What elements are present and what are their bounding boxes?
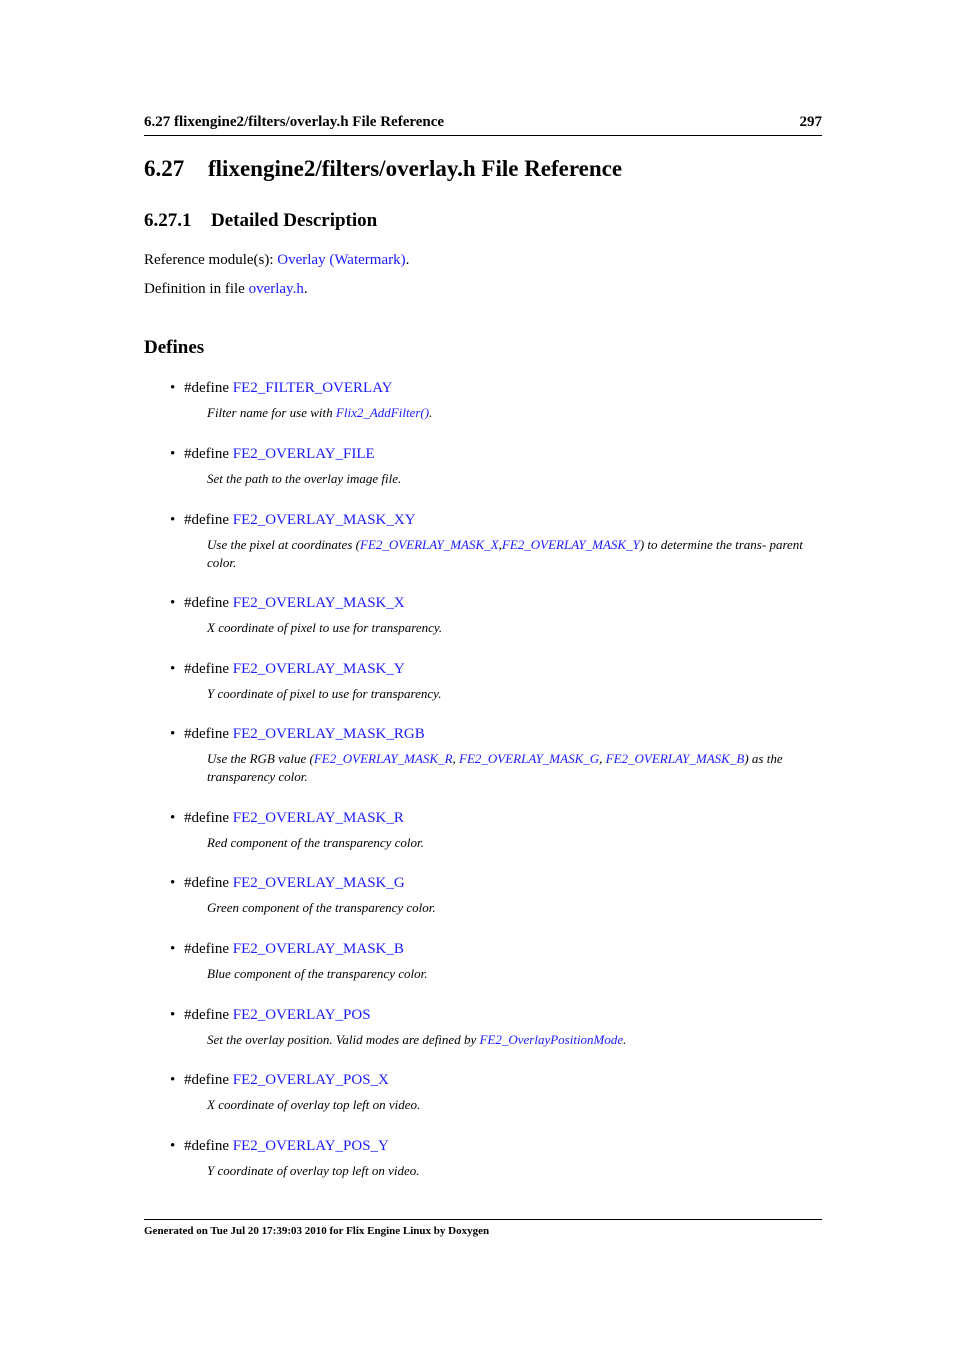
define-description bbox=[144, 685, 822, 703]
define-item bbox=[144, 659, 822, 703]
definition-file-paragraph bbox=[144, 281, 308, 298]
bullet-icon: • bbox=[170, 726, 176, 742]
define-keyword: #define bbox=[184, 595, 233, 611]
bullet-icon: • bbox=[170, 1007, 176, 1023]
define-keyword: #define bbox=[184, 941, 233, 957]
bullet-icon: • bbox=[170, 941, 176, 957]
define-keyword: #define bbox=[184, 1138, 233, 1154]
define-line bbox=[144, 1070, 822, 1090]
bullet-icon: • bbox=[170, 380, 176, 396]
define-description bbox=[144, 470, 822, 488]
define-line bbox=[144, 378, 822, 398]
description-text: , bbox=[599, 751, 606, 766]
description-text: X coordinate of pixel to use for transparency. bbox=[207, 620, 443, 635]
description-text: Use the RGB value ( bbox=[207, 751, 314, 766]
subsection-heading-text: Detailed Description bbox=[211, 210, 378, 231]
bullet-icon: • bbox=[170, 595, 176, 611]
overlay-h-link[interactable]: overlay.h bbox=[248, 281, 304, 297]
description-text: X coordinate of overlay top left on video. bbox=[207, 1097, 421, 1112]
description-text: Red component of the transparency color. bbox=[207, 835, 424, 850]
description-link[interactable]: FE2_OVERLAY_MASK_B bbox=[605, 751, 745, 766]
define-description bbox=[144, 834, 822, 852]
define-description bbox=[144, 1096, 822, 1114]
subsection-number: 6.27.1 bbox=[144, 210, 192, 231]
description-link[interactable]: FE2_OVERLAY_MASK_R bbox=[313, 751, 453, 766]
description-text: Blue component of the transparency color. bbox=[207, 966, 428, 981]
define-name-link[interactable]: FE2_OVERLAY_MASK_Y bbox=[232, 661, 405, 677]
description-link[interactable]: FE2_OVERLAY_MASK_Y bbox=[501, 537, 640, 552]
page-number: 297 bbox=[799, 114, 822, 130]
description-text: . bbox=[429, 405, 433, 420]
define-description bbox=[144, 899, 822, 917]
bullet-icon: • bbox=[170, 1138, 176, 1154]
define-line bbox=[144, 873, 822, 893]
define-item bbox=[144, 1070, 822, 1114]
define-keyword: #define bbox=[184, 875, 233, 891]
define-description bbox=[144, 965, 822, 983]
section-title bbox=[144, 156, 622, 182]
define-item bbox=[144, 593, 822, 637]
define-name-link[interactable]: FE2_OVERLAY_FILE bbox=[232, 446, 375, 462]
define-description bbox=[144, 619, 822, 637]
define-item bbox=[144, 873, 822, 917]
define-line bbox=[144, 724, 822, 744]
define-item bbox=[144, 939, 822, 983]
define-name-link[interactable]: FE2_OVERLAY_MASK_X bbox=[232, 595, 405, 611]
description-text: Y coordinate of overlay top left on video. bbox=[207, 1163, 420, 1178]
description-text: Filter name for use with bbox=[207, 405, 336, 420]
overlay-watermark-link[interactable]: Overlay (Watermark) bbox=[277, 252, 406, 268]
define-keyword: #define bbox=[184, 1072, 233, 1088]
reference-module-paragraph bbox=[144, 252, 409, 269]
description-text: Set the overlay position. Valid modes are defined by bbox=[207, 1032, 480, 1047]
define-line bbox=[144, 593, 822, 613]
define-keyword: #define bbox=[184, 1007, 233, 1023]
define-keyword: #define bbox=[184, 380, 233, 396]
description-text: ) as the transparency color. bbox=[207, 751, 783, 784]
bullet-icon: • bbox=[170, 661, 176, 677]
section-heading-text: flixengine2/filters/overlay.h File Reference bbox=[208, 156, 623, 181]
define-description bbox=[144, 750, 822, 786]
running-footer: Generated on Tue Jul 20 17:39:03 2010 for Flix Engine Linux by Doxygen bbox=[144, 1219, 822, 1237]
bullet-icon: • bbox=[170, 875, 176, 891]
define-item bbox=[144, 1005, 822, 1049]
define-keyword: #define bbox=[184, 726, 233, 742]
define-description bbox=[144, 1162, 822, 1180]
define-keyword: #define bbox=[184, 661, 233, 677]
description-text: Set the path to the overlay image file. bbox=[207, 471, 402, 486]
define-name-link[interactable]: FE2_OVERLAY_POS bbox=[232, 1007, 371, 1023]
define-item bbox=[144, 724, 822, 786]
bullet-icon: • bbox=[170, 446, 176, 462]
description-text: . bbox=[623, 1032, 627, 1047]
define-item bbox=[144, 1136, 822, 1180]
define-line bbox=[144, 1136, 822, 1156]
subsection-title bbox=[144, 210, 377, 232]
description-text: Green component of the transparency color. bbox=[207, 900, 436, 915]
bullet-icon: • bbox=[170, 512, 176, 528]
defines-heading: Defines bbox=[144, 337, 205, 358]
description-link[interactable]: Flix2_AddFilter() bbox=[335, 405, 430, 420]
define-item bbox=[144, 808, 822, 852]
define-description bbox=[144, 536, 822, 572]
description-text: Use the pixel at coordinates ( bbox=[207, 537, 360, 552]
define-line bbox=[144, 1005, 822, 1025]
define-item bbox=[144, 444, 822, 488]
define-name-link[interactable]: FE2_OVERLAY_MASK_XY bbox=[232, 512, 416, 528]
define-name-link[interactable]: FE2_OVERLAY_POS_X bbox=[232, 1072, 389, 1088]
description-text: ) to determine the trans- parent color. bbox=[207, 537, 803, 570]
bullet-icon: • bbox=[170, 1072, 176, 1088]
define-line bbox=[144, 939, 822, 959]
define-name-link[interactable]: FE2_OVERLAY_MASK_RGB bbox=[232, 726, 425, 742]
define-name-link[interactable]: FE2_FILTER_OVERLAY bbox=[232, 380, 393, 396]
define-line bbox=[144, 510, 822, 530]
description-link[interactable]: FE2_OverlayPositionMode bbox=[479, 1032, 624, 1047]
define-line bbox=[144, 659, 822, 679]
description-link[interactable]: FE2_OVERLAY_MASK_X bbox=[359, 537, 499, 552]
define-line bbox=[144, 444, 822, 464]
definition-file-label: Definition in file bbox=[144, 281, 249, 297]
description-link[interactable]: FE2_OVERLAY_MASK_G bbox=[459, 751, 600, 766]
description-text: , bbox=[452, 751, 460, 766]
reference-module-label: Reference module(s): bbox=[144, 252, 278, 268]
description-text: Y coordinate of pixel to use for transparency. bbox=[207, 686, 442, 701]
define-name-link[interactable]: FE2_OVERLAY_MASK_R bbox=[232, 810, 404, 826]
section-number: 6.27 bbox=[144, 156, 185, 181]
header-title: 6.27 flixengine2/filters/overlay.h File Reference bbox=[144, 114, 445, 130]
definition-file-suffix: . bbox=[303, 281, 308, 297]
define-item bbox=[144, 510, 822, 572]
bullet-icon: • bbox=[170, 810, 176, 826]
define-description bbox=[144, 1031, 822, 1049]
define-name-link[interactable]: FE2_OVERLAY_POS_Y bbox=[232, 1138, 389, 1154]
define-description bbox=[144, 404, 822, 422]
define-keyword: #define bbox=[184, 512, 233, 528]
define-name-link[interactable]: FE2_OVERLAY_MASK_B bbox=[232, 941, 404, 957]
define-keyword: #define bbox=[184, 810, 233, 826]
running-header bbox=[144, 113, 822, 136]
reference-module-suffix: . bbox=[405, 252, 410, 268]
description-text: , bbox=[498, 537, 502, 552]
define-item bbox=[144, 378, 822, 422]
define-keyword: #define bbox=[184, 446, 233, 462]
define-name-link[interactable]: FE2_OVERLAY_MASK_G bbox=[232, 875, 405, 891]
define-line bbox=[144, 808, 822, 828]
